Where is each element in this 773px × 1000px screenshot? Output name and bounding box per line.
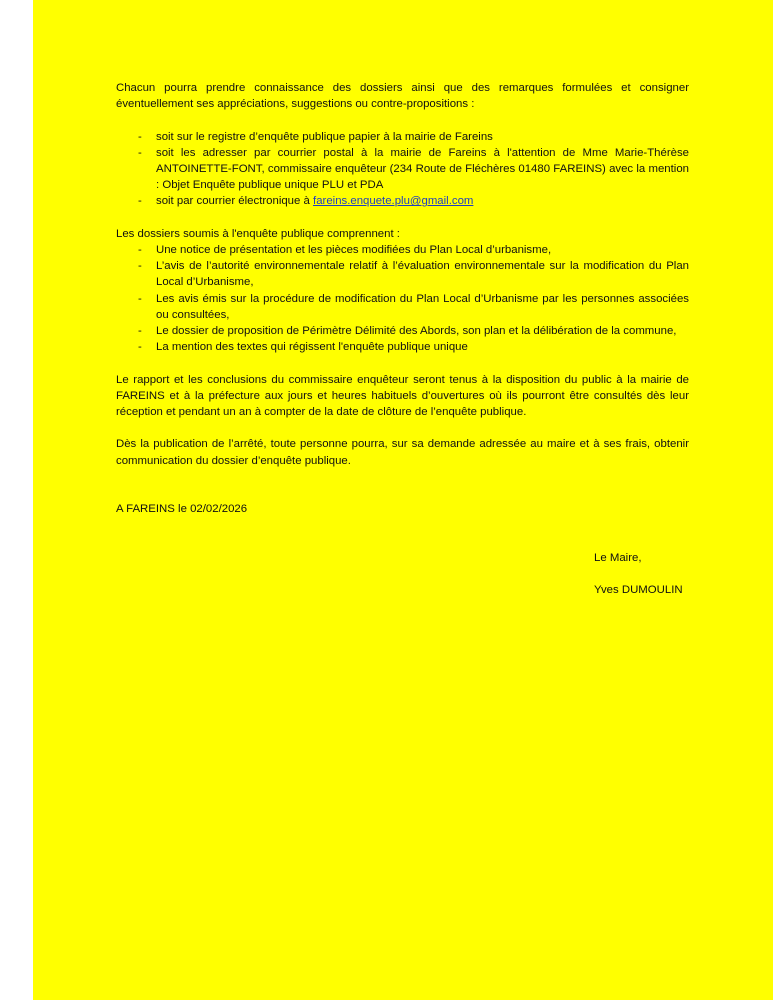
notice-body (116, 80, 689, 597)
dash-bullet: - (138, 130, 142, 143)
dash-bullet: - (138, 244, 142, 256)
list-item (116, 258, 689, 290)
list-item (116, 323, 689, 339)
place-date: A FAREINS le 02/02/2026 (116, 503, 248, 516)
dossiers-intro: Les dossiers soumis à l'enquête publique comprennent : (116, 227, 400, 240)
dash-bullet: - (138, 195, 142, 208)
dash-bullet: - (138, 292, 142, 305)
signature-block (594, 550, 683, 599)
list-item (116, 339, 689, 355)
dossiers-list (116, 242, 689, 355)
dossier-item-text: Les avis émis sur la procédure de modification du Plan Local d’Urbanisme par les personnes associées ou consultées, (156, 292, 689, 321)
option-courrier-text: soit les adresser par courrier postal à la mairie de Fareins à l'attention de Mme Marie-Thérèse ANTOINETTE-FONT, commissaire enquêteur (234 Route de Fléchères 01480 FAREINS) avec la mention : Objet Enquête publique unique PLU et PDA (156, 146, 689, 192)
dossier-item-text: Le dossier de proposition de Périmètre Délimité des Abords, son plan et la délibération de la commune, (156, 325, 677, 338)
list-item (116, 291, 689, 323)
list-item (116, 145, 689, 194)
list-item (116, 193, 689, 209)
publication-paragraph: Dès la publication de l’arrêté, toute personne pourra, sur sa demande adressée au maire et à ses frais, obtenir communication du dossier d’enquête publique. (116, 438, 689, 467)
dash-bullet: - (138, 325, 142, 338)
dossier-item-text: La mention des textes qui régissent l'enquête publique unique (156, 341, 468, 354)
signature-name: Yves DUMOULIN (594, 584, 683, 597)
dossier-item-text: Une notice de présentation et les pièces modifiées du Plan Local d’urbanisme, (156, 244, 552, 256)
rapport-paragraph: Le rapport et les conclusions du commissaire enquêteur seront tenus à la disposition du public à la mairie de FAREINS et à la préfecture aux jours et heures habituels d’ouvertures où ils pourront être consultés dès leur réception et pendant un an à compter de la date de clôture de l’enquête publique. (116, 373, 689, 419)
dossier-item-text: L’avis de l’autorité environnementale relatif à l’évaluation environnementale sur la modification du Plan Local d’Urbanisme, (156, 260, 689, 289)
signature-title: Le Maire, (594, 552, 642, 564)
dash-bullet: - (138, 260, 142, 273)
consultation-options-list (116, 129, 689, 210)
intro-paragraph: Chacun pourra prendre connaissance des dossiers ainsi que des remarques formulées et consigner éventuellement ses appréciations, suggestions ou contre-propositions : (116, 82, 689, 111)
document-page (33, 0, 773, 1000)
dash-bullet: - (138, 146, 142, 159)
list-item (116, 242, 689, 258)
list-item (116, 129, 689, 145)
option-registre-text: soit sur le registre d’enquête publique papier à la mairie de Fareins (156, 130, 493, 143)
dash-bullet: - (138, 341, 142, 354)
option-email-prefix: soit par courrier électronique à (156, 195, 314, 208)
email-link[interactable]: fareins.enquete.plu@gmail.com (313, 195, 474, 208)
